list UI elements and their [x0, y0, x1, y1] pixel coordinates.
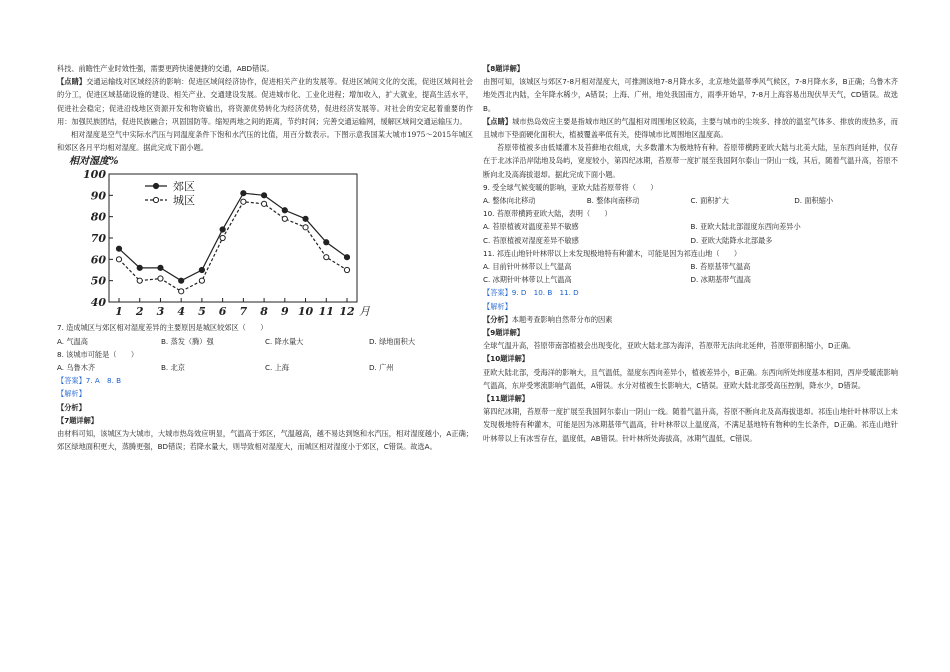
q8-detail-title: 【8题详解】: [483, 64, 524, 73]
data-point: [116, 257, 121, 262]
paragraph: 科技、前瞻性产业时效性强，需要更跨快速便捷的交通，ABD错误。: [57, 64, 274, 73]
jiexi-label: 【解析】: [483, 301, 512, 311]
dianjing-tag: 【点睛】: [483, 116, 513, 126]
option-c: C. 降水量大: [265, 336, 304, 346]
intro-text: 苔原带植被多由低矮灌木及苔藓地衣组成，大多数灌木为极地特有种。苔原带横跨亚欧大陆与北美大陆，呈东西向延伸，仅存在于北冰洋沿岸陆地及岛屿，宽度较小，第四纪冰期，苔原带一度扩展至我国阿尔泰山一阴山一线，其后，随着气温升高，苔原不断向北及高海拔退却。据此完成下面小题。: [483, 143, 898, 179]
data-point: [137, 278, 142, 283]
data-point: [324, 255, 329, 260]
data-point: [199, 278, 204, 283]
q10-detail-title: 【10题详解】: [483, 354, 529, 364]
option-c: C. 面积扩大: [690, 196, 729, 206]
data-point: [324, 240, 329, 245]
intro-text: 相对湿度是空气中实际水汽压与同温度条件下饱和水汽压的比值，用百分数表示。下图示意我国某大城市1975～2015年城区和郊区各月平均相对湿度。据此完成下面小题。: [57, 130, 473, 153]
option-a: A. 气温高: [57, 336, 88, 346]
dianjing-text: 交通运输线对区域经济的影响：促进区域间经济协作，促进相关产业的发展等。促进区域间文化的交流，促进区域间社会的分工，促进区域基础设施的建设、相关产业、交通建设发展。促进城市化、工业化进程；增加收入，扩大就业，提高生活水平，促进社会稳定；促进沿线地区资源开发和物资输出，将资源优势转化为经济优势，促进经济发展等。对社会的安定起着重要的作用：加强民族团结，促进民族融合；巩固国防等。缩短两地之间的距离，节约时间；完善交通运输网，缓解区域间交通运输压力。: [57, 77, 473, 126]
q8-options: [57, 361, 473, 374]
option-a: A. 乌鲁木齐: [57, 363, 96, 373]
option-c: C. 苔原植被对湿度差异不敏感: [483, 235, 579, 245]
x-tick-label: 1: [115, 305, 123, 319]
x-tick-label: 3: [156, 305, 165, 319]
dianjing-text: 城市热岛效应主要是指城市地区的气温相对周围地区较高，主要与城市的尘埃多、排放的温室气体多、排放的废热多，而且城市下垫面硬化面积大，植被覆盖率低有关，使得城市比周围地区温度高。: [483, 116, 898, 140]
data-point: [282, 208, 287, 213]
data-point: [261, 202, 266, 207]
answer: 【答案】9. D 10. B 11. D: [483, 288, 579, 298]
y-tick-label: 40: [90, 296, 106, 310]
chart-title: 相对湿度%: [69, 156, 119, 168]
dianjing-paragraph: [483, 115, 898, 141]
option-d: D. 绿地面积大: [369, 336, 416, 346]
option-d: D. 广州: [369, 363, 394, 373]
question-9: 9. 受全球气候变暖的影响，亚欧大陆苔原带将（ ）: [483, 182, 658, 192]
x-tick-label: 6: [218, 305, 227, 319]
q9-detail: 全球气温升高，苔原带南部植被会出现变化，亚欧大陆北部为海洋，苔原带无法向北延伸，苔原带面积缩小，D正确。: [483, 341, 856, 351]
q9-detail-title: 【9题详解】: [483, 328, 524, 338]
q7-detail-title: 【7题详解】: [57, 415, 98, 425]
x-tick-label: 2: [135, 305, 144, 319]
humidity-chart: [67, 154, 377, 319]
data-point: [158, 276, 163, 281]
x-tick-label: 8: [260, 305, 268, 319]
y-tick-label: 100: [83, 168, 106, 182]
q11-detail: 第四纪冰期，苔原带一度扩展至我国阿尔泰山一阴山一线。随着气温升高，苔原不断向北及高海拔退却。祁连山地针叶林带以上未发现极地特有种灌木，可能是因为冰期基带气温高，针叶林带以上温度高，不满足基地特有物种的生长条件，D正确。祁连山地针叶林带以上有冰雪存在，温度低，AB错误。针叶林所处海拔高，冰期气温低，C错误。: [483, 407, 898, 443]
data-point: [303, 225, 308, 230]
option-c: C. 上海: [265, 363, 289, 373]
data-point: [344, 255, 349, 260]
x-tick-label: 4: [177, 305, 186, 319]
x-tick-label: 11: [318, 305, 334, 319]
right-column: [483, 62, 898, 445]
fenxi-paragraph: [483, 313, 898, 326]
legend-marker: [153, 184, 158, 189]
option-b: B. 整体向南移动: [586, 196, 640, 206]
x-tick-label: 10: [297, 305, 314, 319]
option-a: A. 整体向北移动: [483, 196, 536, 206]
q11-detail-title: 【11题详解】: [483, 394, 529, 404]
option-c: C. 冰期针叶林带以上气温高: [483, 275, 572, 285]
y-tick-label: 80: [90, 211, 106, 225]
option-b: B. 北京: [161, 363, 185, 373]
fenxi-tag: 【分析】: [483, 314, 512, 324]
data-point: [220, 227, 225, 232]
data-point: [137, 266, 142, 271]
option-d: D. 面积缩小: [794, 196, 834, 206]
jiexi-label: 【解析】: [57, 389, 86, 399]
question-7: 7. 造成城区与郊区相对湿度差异的主要原因是城区较郊区（ ）: [57, 323, 268, 333]
y-tick-label: 60: [90, 253, 106, 267]
q9-options: [483, 194, 898, 207]
data-point: [199, 268, 204, 273]
option-a: A. 苔原植被对温度差异不敏感: [483, 222, 579, 232]
data-point: [116, 246, 121, 251]
option-d: D. 冰期基带气温高: [690, 275, 751, 285]
data-point: [220, 236, 225, 241]
data-point: [344, 268, 349, 273]
fenxi-text: 本题考查影响自然带分布的因素: [511, 314, 613, 324]
q10-options-row2: [483, 234, 898, 247]
dianjing-tag: 【点睛】: [57, 77, 87, 87]
question-10: 10. 苔原带横跨亚欧大陆，表明（ ）: [483, 209, 612, 219]
plot-frame: [109, 174, 357, 302]
q7-options: [57, 335, 473, 348]
data-point: [179, 289, 184, 294]
series-line-城区: [119, 202, 347, 292]
data-point: [241, 191, 246, 196]
y-tick-label: 50: [90, 275, 106, 289]
data-point: [282, 217, 287, 222]
answer: 【答案】7. A 8. B: [57, 376, 122, 386]
q8-detail: 由图可知，该城区与郊区7-8月相对湿度大，可推测该地7-8月降水多，北京地处温带季风气候区，7-8月降水多，B正确；乌鲁木齐地处西北内陆，全年降水稀少，A错误；上海、广州，地处我国南方，雨季开始早，7-8月上海容易出现伏旱天气，CD错误。故选B。: [483, 77, 898, 113]
x-axis-label: 月: [359, 305, 370, 319]
dianjing-paragraph: [57, 75, 473, 128]
option-a: A. 目前针叶林带以上气温高: [483, 262, 572, 272]
q7-detail: 由材料可知，该城区为大城市，大城市热岛效应明显，气温高于郊区，气温越高，越不易达到饱和水汽压，相对湿度越小，A正确；郊区绿地面积更大，蒸腾更强，BD错误；若降水量大，则导致相对湿度大，而城区相对湿度小于郊区，C错误。故选A。: [57, 429, 473, 452]
option-b: B. 苔原基带气温高: [690, 262, 751, 272]
fenxi-label: 【分析】: [57, 402, 86, 412]
left-column: [57, 62, 473, 453]
legend-label: 城区: [173, 194, 195, 208]
option-b: B. 亚欧大陆北部湿度东西向差异小: [690, 222, 801, 232]
q11-options-row2: [483, 273, 898, 286]
legend-marker: [153, 198, 158, 203]
legend-label: 郊区: [173, 180, 195, 194]
data-point: [158, 266, 163, 271]
q11-options-row1: [483, 260, 898, 273]
x-tick-label: 9: [280, 305, 289, 319]
series-line-郊区: [119, 194, 347, 281]
x-tick-label: 5: [198, 305, 206, 319]
y-tick-label: 70: [90, 232, 106, 246]
data-point: [261, 193, 266, 198]
option-d: D. 亚欧大陆降水北部最多: [690, 235, 773, 245]
q10-options-row1: [483, 220, 898, 233]
x-tick-label: 7: [239, 305, 248, 319]
question-8: 8. 该城市可能是（ ）: [57, 349, 139, 359]
data-point: [303, 217, 308, 222]
question-11: 11. 祁连山地针叶林带以上未发现极地特有种灌木，可能是因为祁连山地（ ）: [483, 248, 742, 258]
y-tick-label: 90: [90, 189, 106, 203]
option-b: B. 蒸发（腾）强: [161, 336, 214, 346]
x-tick-label: 12: [339, 305, 355, 319]
data-point: [179, 278, 184, 283]
q10-detail: 亚欧大陆北部，受海洋的影响大，且气温低，湿度东西向差异小，植被差异小，B正确。东西向所处纬度基本相同，西岸受暖流影响气温高，东岸受寒流影响气温低，A错误。水分对植被生长影响大，C错误。亚欧大陆北部受高压控制，降水少，D错误。: [483, 367, 898, 390]
data-point: [241, 200, 246, 205]
